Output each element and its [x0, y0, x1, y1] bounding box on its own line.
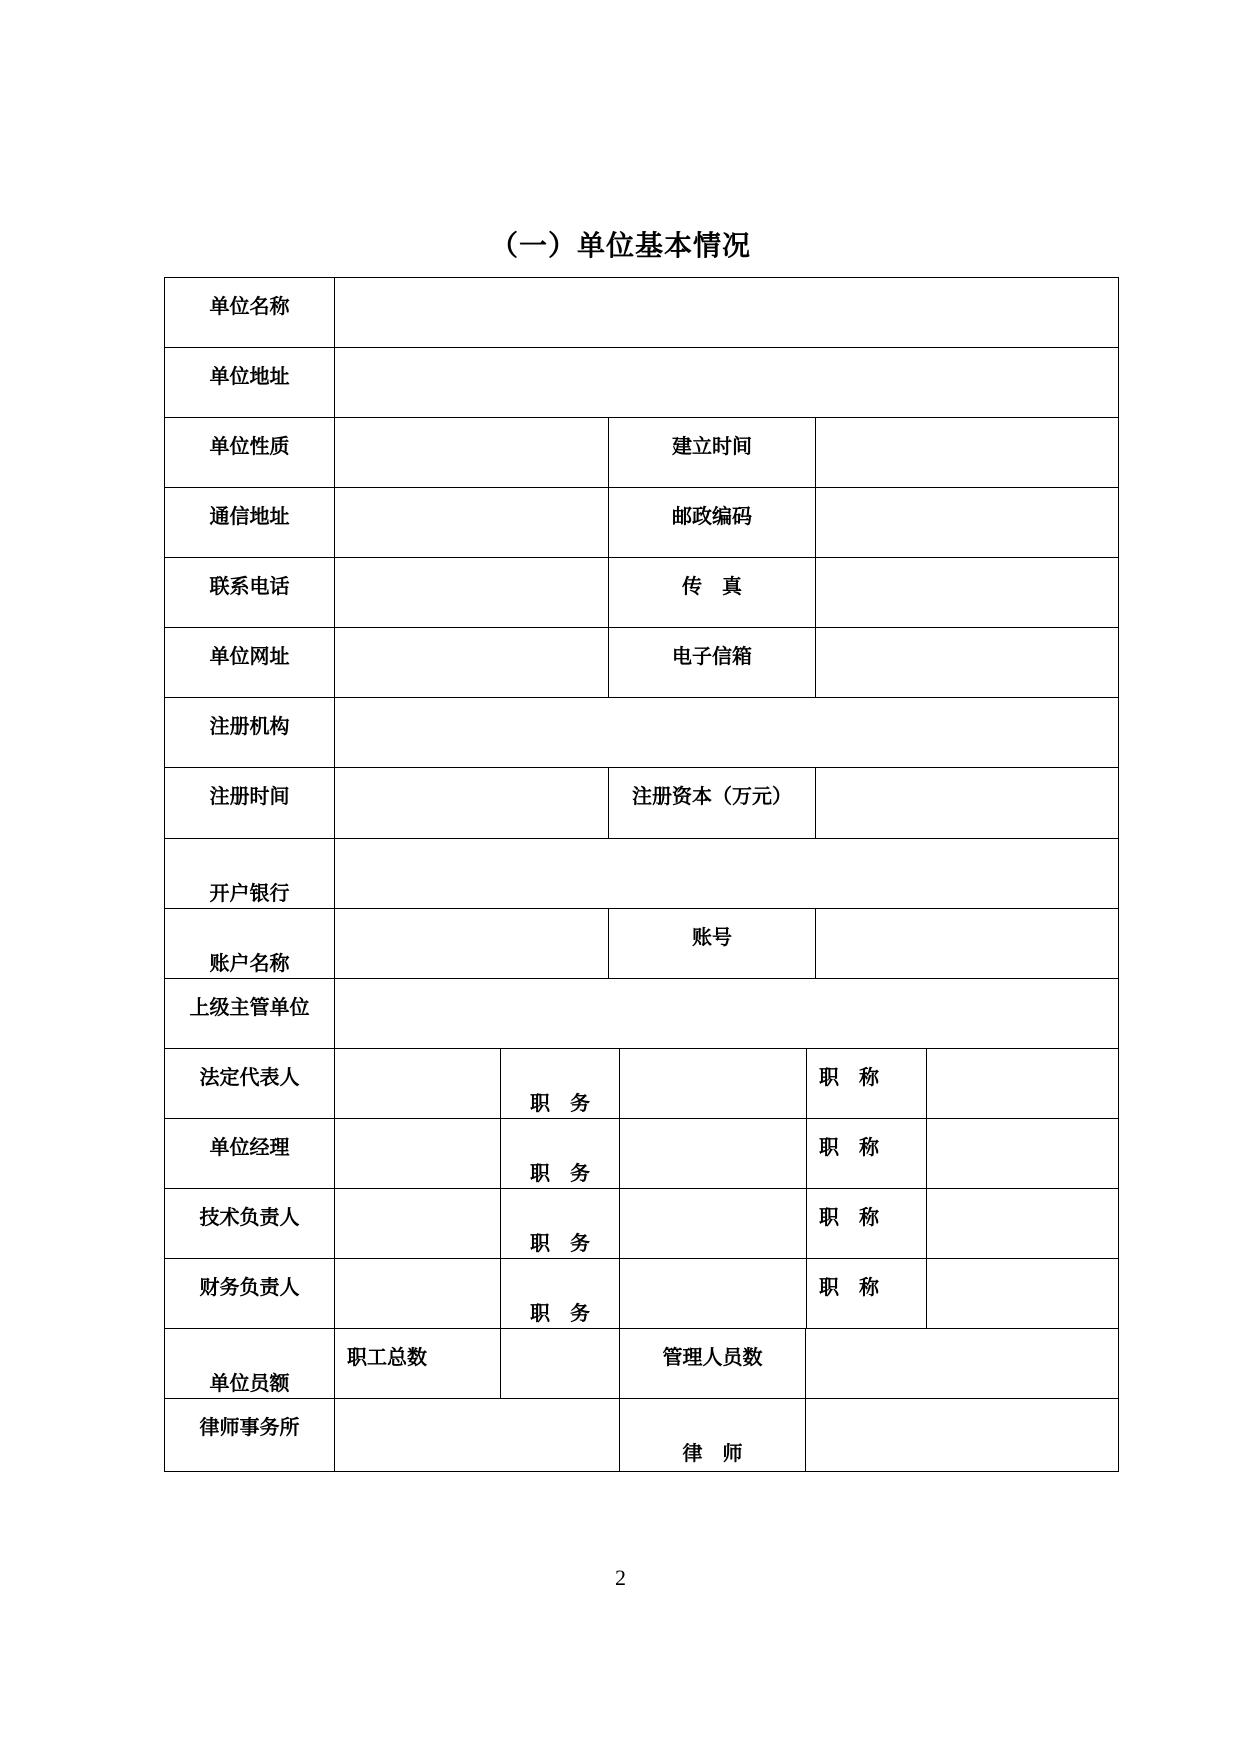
technical-lead-field[interactable]	[334, 1188, 501, 1259]
legal-rep-title-field[interactable]	[926, 1048, 1119, 1119]
label-bank: 开户银行	[164, 838, 335, 909]
label-manager-title: 职 称	[806, 1118, 927, 1189]
phone-field[interactable]	[334, 557, 609, 628]
label-manager-post: 职 务	[500, 1118, 620, 1189]
label-established-date: 建立时间	[608, 417, 816, 488]
supervising-unit-field[interactable]	[334, 978, 1119, 1049]
account-name-field[interactable]	[334, 908, 609, 979]
website-field[interactable]	[334, 627, 609, 698]
bank-field[interactable]	[334, 838, 1119, 909]
unit-nature-field[interactable]	[334, 417, 609, 488]
label-registration-date: 注册时间	[164, 767, 335, 839]
label-legal-representative: 法定代表人	[164, 1048, 335, 1119]
label-mailing-address: 通信地址	[164, 487, 335, 558]
fax-field[interactable]	[815, 557, 1119, 628]
label-finance-title: 职 称	[806, 1258, 927, 1329]
label-finance-post: 职 务	[500, 1258, 620, 1329]
total-staff-field[interactable]	[500, 1328, 620, 1399]
label-email: 电子信箱	[608, 627, 816, 698]
unit-address-field[interactable]	[334, 347, 1119, 418]
email-field[interactable]	[815, 627, 1119, 698]
postal-code-field[interactable]	[815, 487, 1119, 558]
label-management-staff: 管理人员数	[619, 1328, 806, 1399]
label-unit-nature: 单位性质	[164, 417, 335, 488]
label-technical-lead: 技术负责人	[164, 1188, 335, 1259]
manager-title-field[interactable]	[926, 1118, 1119, 1189]
label-supervising-unit: 上级主管单位	[164, 978, 335, 1049]
label-account-number: 账号	[608, 908, 816, 979]
label-lawyer: 律 师	[619, 1398, 806, 1472]
label-total-staff: 职工总数	[334, 1328, 501, 1399]
mailing-address-field[interactable]	[334, 487, 609, 558]
finance-lead-field[interactable]	[334, 1258, 501, 1329]
legal-rep-post-field[interactable]	[619, 1048, 807, 1119]
finance-title-field[interactable]	[926, 1258, 1119, 1329]
label-technical-post: 职 务	[500, 1188, 620, 1259]
label-unit-name: 单位名称	[164, 277, 335, 348]
manager-post-field[interactable]	[619, 1118, 807, 1189]
registration-authority-field[interactable]	[334, 697, 1119, 768]
label-technical-title: 职 称	[806, 1188, 927, 1259]
page-number: 2	[615, 1565, 626, 1590]
legal-representative-field[interactable]	[334, 1048, 501, 1119]
unit-info-form	[164, 277, 1119, 1472]
technical-title-field[interactable]	[926, 1188, 1119, 1259]
registered-capital-field[interactable]	[815, 767, 1119, 839]
label-account-name: 账户名称	[164, 908, 335, 979]
label-website: 单位网址	[164, 627, 335, 698]
label-staffing: 单位员额	[164, 1328, 335, 1399]
finance-post-field[interactable]	[619, 1258, 807, 1329]
label-postal-code: 邮政编码	[608, 487, 816, 558]
technical-post-field[interactable]	[619, 1188, 807, 1259]
management-staff-field[interactable]	[805, 1328, 1119, 1399]
established-date-field[interactable]	[815, 417, 1119, 488]
registration-date-field[interactable]	[334, 767, 609, 839]
label-legal-rep-title: 职 称	[806, 1048, 927, 1119]
account-number-field[interactable]	[815, 908, 1119, 979]
unit-name-field[interactable]	[334, 277, 1119, 348]
label-unit-manager: 单位经理	[164, 1118, 335, 1189]
label-registered-capital: 注册资本（万元）	[608, 767, 816, 839]
page-title: （一）单位基本情况	[489, 229, 751, 262]
label-finance-lead: 财务负责人	[164, 1258, 335, 1329]
unit-manager-field[interactable]	[334, 1118, 501, 1189]
label-phone: 联系电话	[164, 557, 335, 628]
lawyer-field[interactable]	[805, 1398, 1119, 1472]
label-legal-rep-post: 职 务	[500, 1048, 620, 1119]
label-fax: 传 真	[608, 557, 816, 628]
law-firm-field[interactable]	[334, 1398, 620, 1472]
label-registration-authority: 注册机构	[164, 697, 335, 768]
label-law-firm: 律师事务所	[164, 1398, 335, 1472]
label-unit-address: 单位地址	[164, 347, 335, 418]
